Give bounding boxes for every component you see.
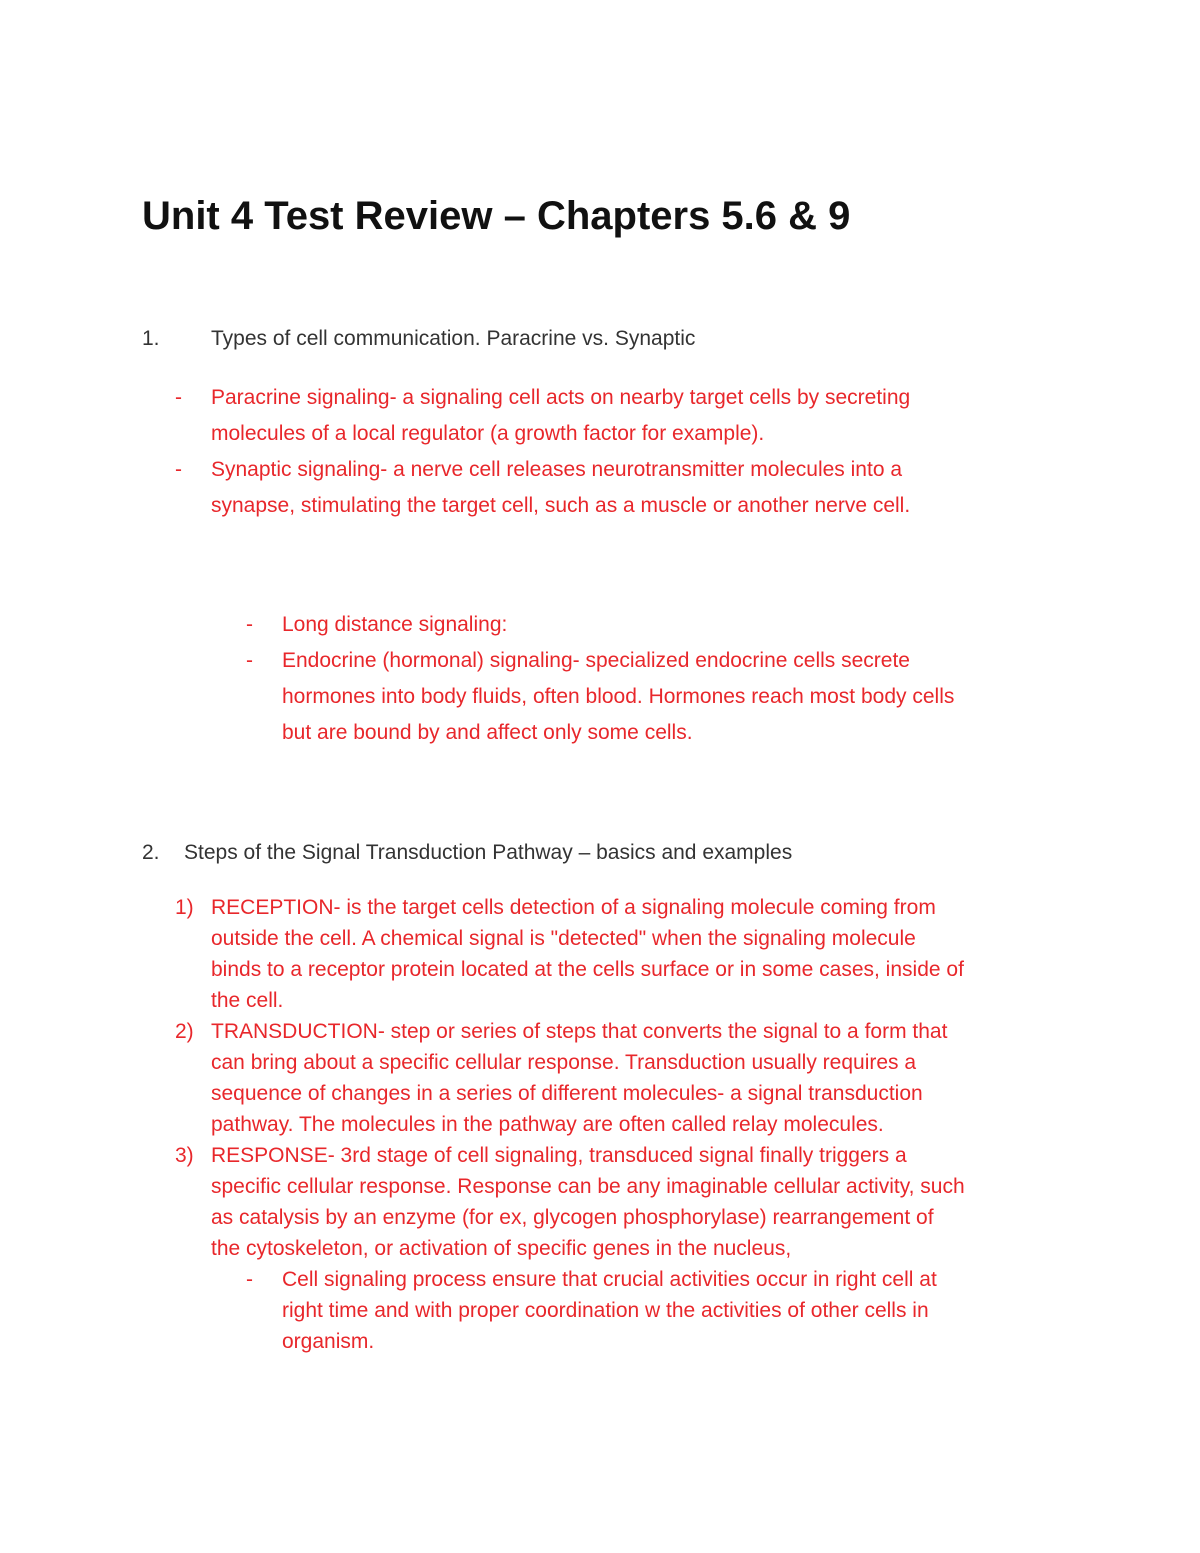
step-1-marker: 1)	[175, 896, 194, 919]
long-distance-bullet	[282, 607, 507, 643]
endocrine-bullet	[282, 643, 954, 751]
step-3-marker: 3)	[175, 1144, 194, 1167]
bullet-marker: -	[246, 613, 253, 636]
question-1-heading: Types of cell communication. Paracrine vs. Synaptic	[211, 327, 696, 350]
reception-step	[211, 892, 964, 1016]
question-2-number: 2.	[142, 841, 160, 864]
step-line: outside the cell. A chemical signal is "detected" when the signaling molecule	[211, 927, 916, 950]
step-line: sequence of changes in a series of different molecules- a signal transduction	[211, 1082, 923, 1105]
bullet-marker: -	[246, 649, 253, 672]
step-2-marker: 2)	[175, 1020, 194, 1043]
step-line: RESPONSE- 3rd stage of cell signaling, transduced signal finally triggers a	[211, 1144, 907, 1167]
bullet-line: Long distance signaling:	[282, 613, 508, 636]
bullet-line: right time and with proper coordination w the activities of other cells in	[282, 1299, 929, 1322]
step-line: pathway. The molecules in the pathway are often called relay molecules.	[211, 1113, 884, 1136]
synaptic-bullet	[211, 452, 910, 524]
bullet-line: molecules of a local regulator (a growth factor for example).	[211, 422, 765, 445]
paracrine-bullet	[211, 380, 910, 452]
bullet-line: synapse, stimulating the target cell, such as a muscle or another nerve cell.	[211, 494, 911, 517]
step-line: RECEPTION- is the target cells detection of a signaling molecule coming from	[211, 896, 936, 919]
bullet-marker: -	[175, 458, 182, 481]
step-line: the cell.	[211, 989, 284, 1012]
bullet-marker: -	[175, 386, 182, 409]
bullet-line: Synaptic signaling- a nerve cell releases neurotransmitter molecules into a	[211, 458, 903, 481]
step-line: the cytoskeleton, or activation of specific genes in the nucleus,	[211, 1237, 792, 1260]
bullet-line: Paracrine signaling- a signaling cell acts on nearby target cells by secreting	[211, 386, 911, 409]
coordination-bullet	[282, 1264, 937, 1357]
step-line: binds to a receptor protein located at the cells surface or in some cases, inside of	[211, 958, 964, 981]
question-1-number: 1.	[142, 327, 160, 350]
question-2-heading: Steps of the Signal Transduction Pathway – basics and examples	[184, 841, 793, 864]
bullet-line: Cell signaling process ensure that crucial activities occur in right cell at	[282, 1268, 937, 1291]
document-title: Unit 4 Test Review – Chapters 5.6 & 9	[142, 194, 851, 238]
bullet-line: Endocrine (hormonal) signaling- specialized endocrine cells secrete	[282, 649, 910, 672]
transduction-step	[211, 1016, 947, 1140]
step-line: TRANSDUCTION- step or series of steps that converts the signal to a form that	[211, 1020, 948, 1043]
step-line: specific cellular response. Response can be any imaginable cellular activity, such	[211, 1175, 965, 1198]
bullet-marker: -	[246, 1268, 253, 1291]
response-step	[211, 1140, 965, 1264]
bullet-line: hormones into body fluids, often blood. Hormones reach most body cells	[282, 685, 955, 708]
step-line: can bring about a specific cellular response. Transduction usually requires a	[211, 1051, 917, 1074]
bullet-line: organism.	[282, 1330, 375, 1353]
bullet-line: but are bound by and affect only some cells.	[282, 721, 693, 744]
step-line: as catalysis by an enzyme (for ex, glycogen phosphorylase) rearrangement of	[211, 1206, 934, 1229]
